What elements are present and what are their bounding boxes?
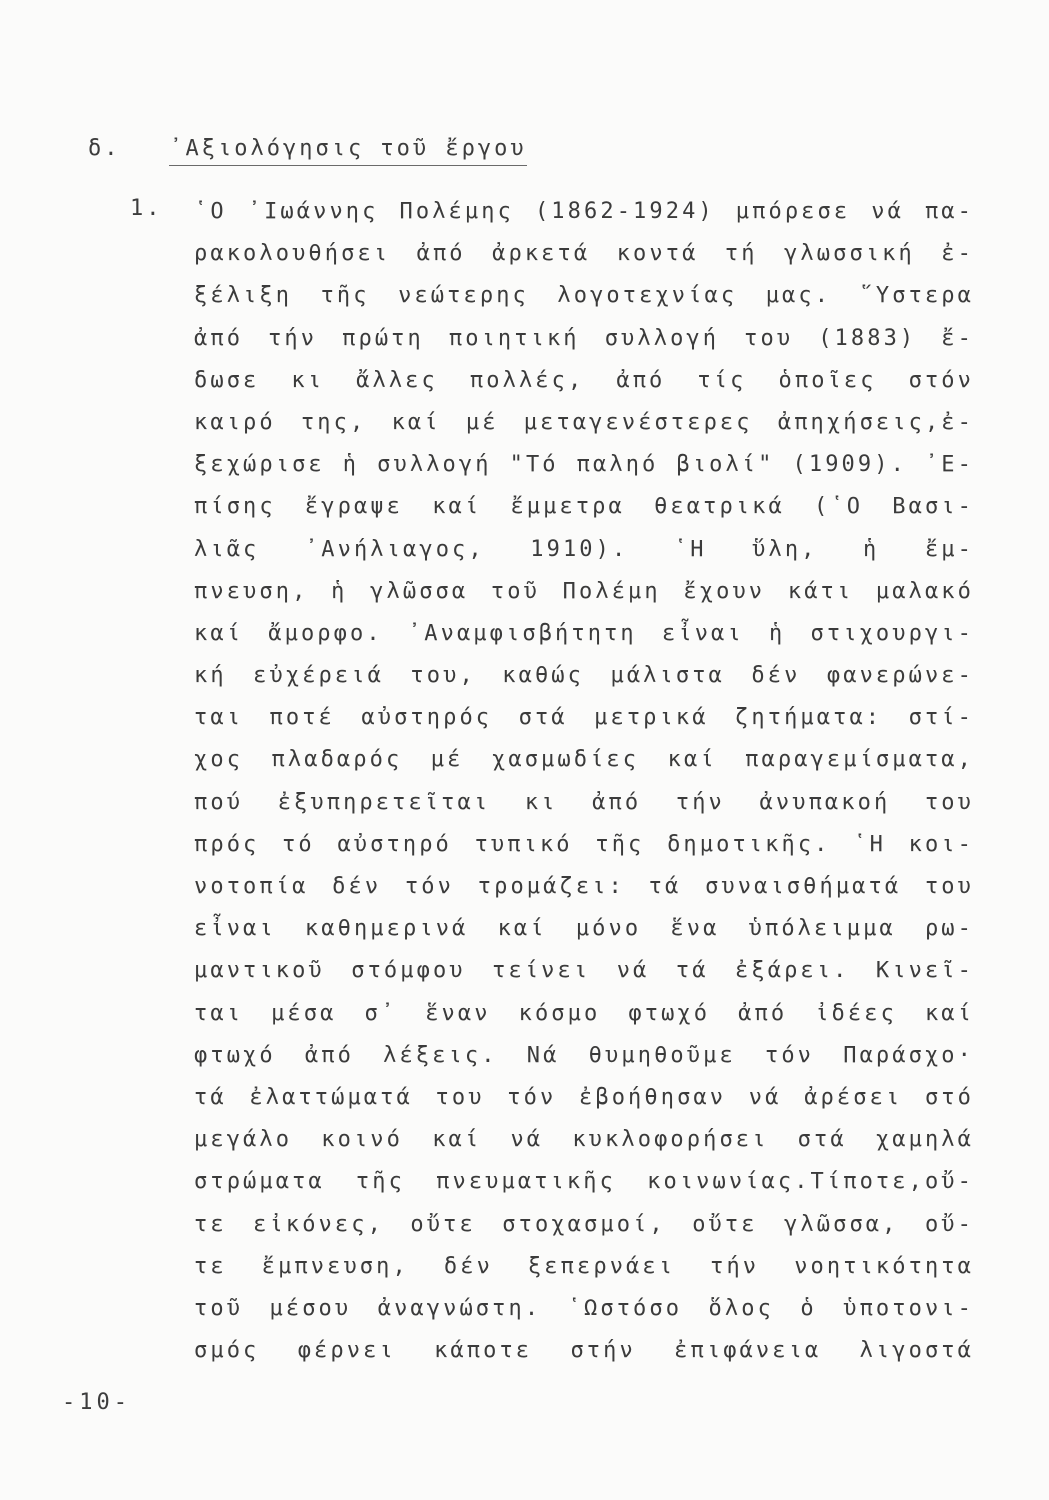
text-line: πίσης ἔγραψε καί ἔμμετρα θεατρικά (῾Ο Βασι- (194, 494, 974, 520)
text-line: μαντικοῦ στόμφου τείνει νά τά ἐξάρει. Κινεῖ- (194, 958, 974, 984)
text-line: ται ποτέ αὐστηρός στά μετρικά ζητήματα: στί- (194, 705, 974, 731)
text-line: τε εἰκόνες, οὔτε στοχασμοί, οὔτε γλῶσσα, οὔ- (194, 1211, 974, 1237)
section-heading (88, 136, 527, 161)
text-line: νοτοπία δέν τόν τρομάζει: τά συναισθήματά του (194, 874, 974, 899)
text-line: ἀπό τήν πρώτη ποιητική συλλογή του (1883) ἔ- (194, 325, 974, 351)
text-line: εἶναι καθημερινά καί μόνο ἕνα ὑπόλειμμα ρω- (194, 916, 974, 942)
paragraph-body (194, 196, 974, 1377)
text-line: ξεχώρισε ἡ συλλογή "Τό παληό βιολί" (1909). ᾿Ε- (194, 452, 974, 478)
text-line: κή εὐχέρειά του, καθώς μάλιστα δέν φανερώνε- (194, 663, 974, 689)
section-label: δ. (88, 136, 121, 161)
text-line: σμός φέρνει κάποτε στήν ἐπιφάνεια λιγοστά (194, 1338, 974, 1364)
text-line: πού ἐξυπηρετεῖται κι ἀπό τήν ἀνυπακοή του (194, 789, 974, 815)
text-line: τά ἐλαττώματά του τόν ἐβοήθησαν νά ἀρέσει στό (194, 1084, 974, 1110)
text-line: μεγάλο κοινό καί νά κυκλοφορήσει στά χαμηλά (194, 1127, 974, 1153)
text-line: ρακολουθήσει ἀπό ἀρκετά κοντά τή γλωσσική ἐ- (194, 241, 974, 267)
text-line: τε ἔμπνευση, δέν ξεπερνάει τήν νοητικότητα (194, 1253, 974, 1279)
page-number: -10- (62, 1390, 131, 1415)
text-line: καιρό της, καί μέ μεταγενέστερες ἀπηχήσεις,ἐ- (194, 409, 974, 435)
text-line: λιᾶς ᾿Ανήλιαγος, 1910). ῾Η ὕλη, ἡ ἔμ- (194, 536, 974, 562)
text-line: φτωχό ἀπό λέξεις. Νά θυμηθοῦμε τόν Παράσχο· (194, 1042, 974, 1068)
text-line: ῾Ο ᾿Ιωάννης Πολέμης (1862-1924) μπόρεσε νά πα- (194, 199, 974, 224)
text-line: στρώματα τῆς πνευματικῆς κοινωνίας.Τίποτε,οὔ- (194, 1169, 974, 1195)
text-line: πνευση, ἡ γλῶσσα τοῦ Πολέμη ἔχουν κάτι μαλακό (194, 578, 974, 604)
paragraph-number: 1. (130, 196, 163, 221)
text-line: χος πλαδαρός μέ χασμωδίες καί παραγεμίσματα, (194, 747, 974, 773)
text-line: ται μέσα σ᾿ ἕναν κόσμο φτωχό ἀπό ἰδέες καί (194, 1000, 974, 1026)
text-line: ξέλιξη τῆς νεώτερης λογοτεχνίας μας. ῞Υστερα (194, 283, 974, 309)
text-line: πρός τό αὐστηρό τυπικό τῆς δημοτικῆς. ῾Η κοι- (194, 831, 974, 857)
section-title: ᾿Αξιολόγησις τοῦ ἔργου (169, 136, 526, 166)
text-line: τοῦ μέσου ἀναγνώστη. ῾Ωστόσο ὅλος ὁ ὑποτονι- (194, 1295, 974, 1321)
text-line: καί ἄμορφο. ᾿Αναμφισβήτητη εἶναι ἡ στιχουργι- (194, 620, 974, 646)
text-line: δωσε κι ἄλλες πολλές, ἀπό τίς ὁποῖες στόν (194, 367, 974, 393)
